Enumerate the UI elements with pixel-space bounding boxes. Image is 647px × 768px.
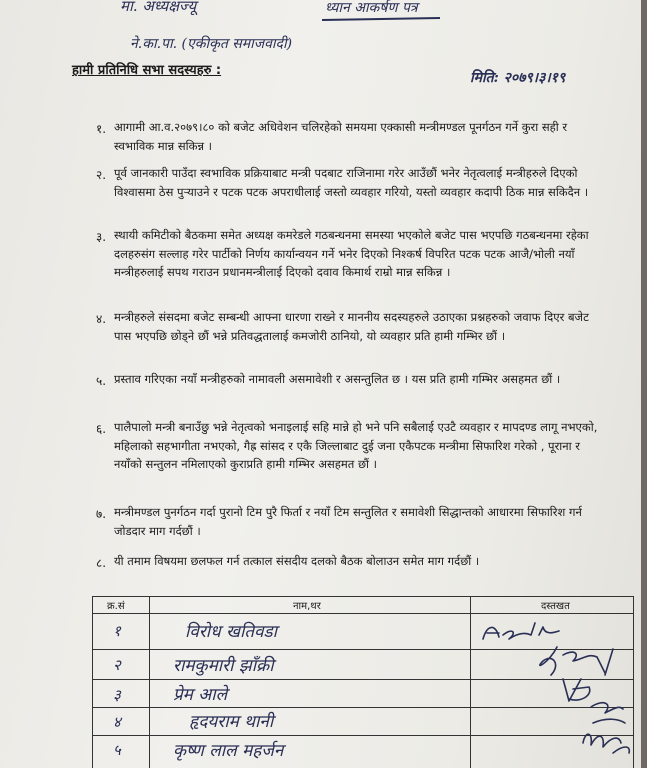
header-serial-number: क्र.सं	[107, 601, 125, 612]
item-number: ३.	[96, 230, 107, 244]
handwritten-party-name: ने.का.पा. (एकीकृत समाजवादी)	[130, 36, 293, 52]
signature-5	[583, 734, 629, 753]
signature-1	[483, 623, 559, 639]
item-text: पूर्व जानकारी पाउँदा स्वभाविक प्रक्रियाबाट मन्त्री पदबाट राजिनामा गरेर आउँछौं भनेर नेतृत्वलाई मन्त्रीहरुले दिएको विश्वासमा ठेस पुर्‍याउने र पटक पटक अपराधीलाई जस्तो व्यवहार गरियो, यस्तो व्यवहार कदापी ठिक मान्न सकिदैन ।	[114, 166, 589, 199]
row-name-handwritten: रामकुमारी झाँक्री	[173, 656, 274, 676]
row-name-handwritten: हृदयराम थानी	[189, 712, 274, 732]
item-text: स्थायी कमिटीको बैठकमा समेत अध्यक्ष कमरेडले गठबन्धनमा समस्या भएकोले बजेट पास भएपछि गठबन्धनमा रहेका दलहरुसंग सल्लाह गरेर पार्टीको निर्णय कार्यान्वयन गर्ने भनेर दिएको निश्कर्ष विपरित पटक पटक आजै/भोली नयाँ मन्त्रीहरुलाई सपथ गराउन प्रधानमन्त्रीलाई दिएको दवाव किमार्थ राम्रो मान्न सकिन्न ।	[114, 228, 589, 279]
row-serial: २	[113, 656, 121, 674]
row-name-handwritten: कृष्ण लाल महर्जन	[173, 741, 284, 761]
row-name-handwritten: विरोध खतिवडा	[185, 622, 278, 642]
signature-2	[540, 647, 613, 675]
signatures-drawing	[473, 613, 633, 768]
item-text: प्रस्ताव गरिएका नयाँ मन्त्रीहरुको नामावली असमावेशी र असन्तुलित छ । यस प्रति हामी गम्भिर असहमत छौं ।	[114, 372, 561, 386]
signature-4	[591, 703, 625, 723]
subject-underline	[322, 17, 440, 21]
item-text: मन्त्रीमण्डल पुनर्गठन गर्दा पुरानो टिम पुरै फिर्ता र नयाँ टिम सन्तुलित र समावेशी सिद्धान्तको आधारमा सिफारिश गर्न जोडदार माग गर्दछौं ।	[114, 505, 582, 538]
item-text: आगामी आ.व.२०७९।८० को बजेट अधिवेशन चलिरहेको समयमा एक्कासी मन्त्रीमण्डल पूनर्गठन गर्ने कुरा सही र स्वभाविक मान्न सकिन्न ।	[114, 120, 568, 153]
item-number: २.	[96, 168, 107, 182]
row-serial: ३	[113, 686, 121, 704]
item-number: ४.	[96, 312, 107, 326]
date-handwritten: मिति: २०७९।३।१९	[470, 70, 566, 86]
column-serial	[93, 597, 150, 768]
header-signature: दस्तखत	[541, 601, 570, 612]
row-name-handwritten: प्रेम आले	[173, 685, 228, 705]
addressee-heading: हामी प्रतिनिधि सभा सदस्यहरु :	[72, 63, 222, 78]
item-text: यी तमाम विषयमा छलफल गर्न तत्काल संसदीय दलको बैठक बोलाउन समेत माग गर्दछौं ।	[114, 554, 480, 568]
item-text: पालैपालो मन्त्री बनाउँछु भन्ने नेतृत्वको भनाइलाई सहि मान्ने हो भने पनि सबैलाई एउटै व्यवहार र मापदण्ड लागू नभएको, महिलाको सहभागीता नभएको, गैह्र सांसद र एकै जिल्लाबाट दुई जना एकैपटक मन्त्रीमा सिफारिश गरेको , पूराना र नयाँको सन्तुलन नमिलाएको कुराप्रति हामी गम्भिर असहमत छौं ।	[114, 420, 598, 471]
item-number: ७.	[96, 507, 107, 521]
item-number: ५.	[96, 374, 107, 388]
handwritten-salutation: मा. अध्यक्षज्यू	[120, 0, 197, 15]
signature-3	[563, 679, 590, 701]
row-serial: १	[113, 622, 121, 640]
row-serial: ४	[113, 713, 121, 731]
row-serial: ५	[113, 741, 121, 759]
handwritten-subject: ध्यान आकर्षण पत्र	[325, 0, 418, 16]
signature-table	[92, 596, 634, 768]
item-number: ६.	[96, 422, 107, 436]
header-name: नाम,थर	[293, 601, 321, 612]
item-text: मन्त्रीहरुले संसदमा बजेट सम्बन्धी आफ्ना धारणा राख्ने र माननीय सदस्यहरुले उठाएका प्रश्नहरुको जवाफ दिएर बजेट पास भएपछि छोड्ने छौं भन्ने प्रतिवद्धतालाई कमजोरी ठानियो, यो व्यवहार प्रति हामी गम्भिर छौं ।	[114, 310, 589, 343]
item-number: १.	[96, 122, 107, 136]
item-number: ८.	[96, 556, 107, 570]
